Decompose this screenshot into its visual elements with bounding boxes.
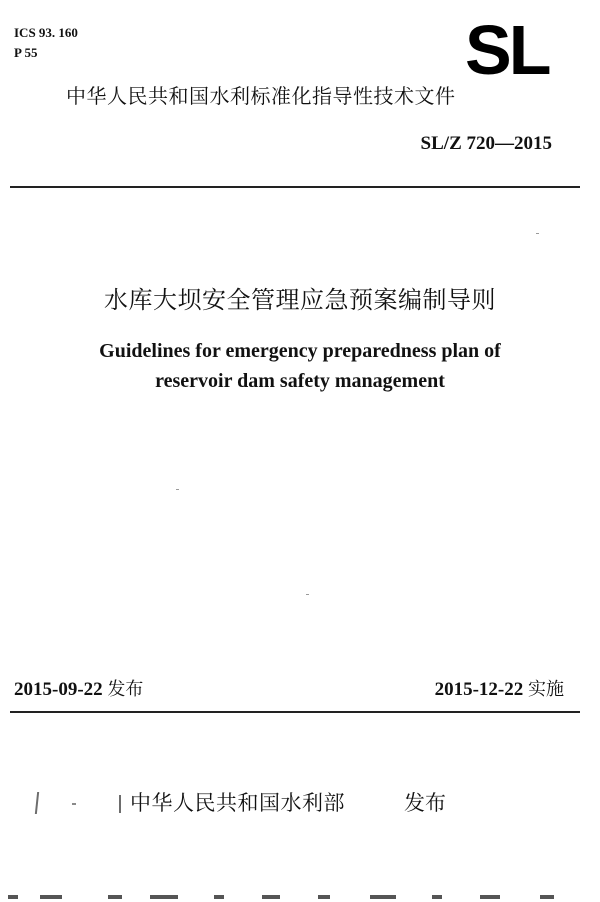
scan-mark	[119, 795, 121, 813]
bottom-divider	[10, 711, 580, 713]
publisher-name: 中华人民共和国水利部	[130, 791, 345, 815]
ics-code: ICS 93. 160	[14, 25, 78, 40]
release-date: 2015-09-22	[14, 679, 103, 700]
document-title-english-line2: reservoir dam safety management	[155, 370, 445, 392]
effective-date-block	[435, 677, 564, 703]
publish-action: 发布	[404, 791, 446, 815]
scan-mark	[72, 803, 76, 805]
document-number: SL/Z 720—2015	[420, 133, 552, 154]
release-label: 发布	[107, 679, 144, 700]
top-divider	[10, 186, 580, 188]
release-date-block	[14, 677, 143, 703]
scan-speck	[306, 594, 309, 595]
scan-mark	[35, 792, 39, 814]
sl-logo: SL	[465, 11, 549, 89]
scan-speck	[536, 233, 539, 234]
effective-label: 实施	[528, 679, 564, 700]
document-title-chinese: 水库大坝安全管理应急预案编制导则	[104, 286, 496, 314]
p-code: P 55	[14, 45, 38, 60]
document-title-english-line1: Guidelines for emergency preparedness plan of	[99, 340, 501, 362]
bottom-edge-artifacts	[0, 893, 600, 902]
effective-date: 2015-12-22	[434, 679, 524, 700]
issuer-series-title: 中华人民共和国水利标准化指导性技术文件	[66, 84, 456, 108]
scan-speck	[176, 489, 179, 490]
